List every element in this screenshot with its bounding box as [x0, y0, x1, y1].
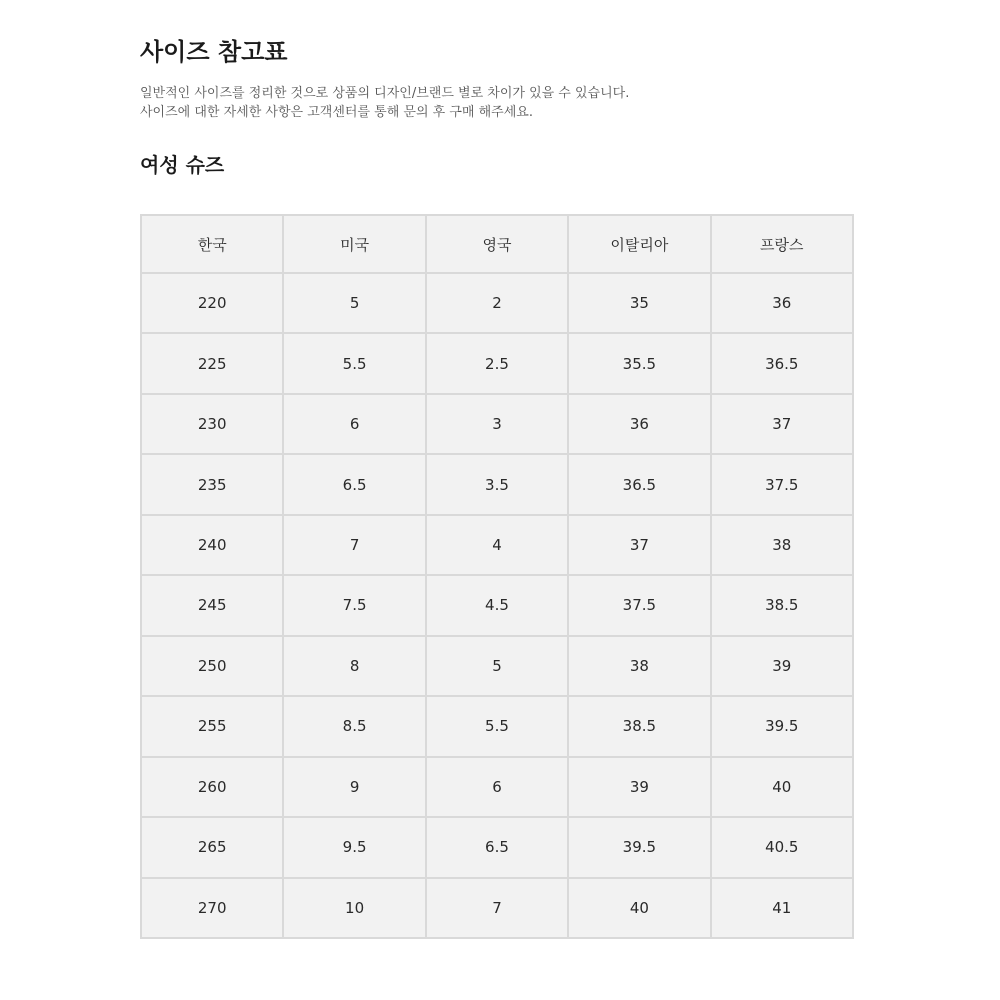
cell-korea: 260 [141, 757, 283, 817]
cell-france: 40 [711, 757, 853, 817]
cell-uk: 4 [426, 515, 568, 575]
cell-us: 8.5 [283, 696, 425, 756]
table-row [141, 757, 853, 817]
cell-italy: 38 [568, 636, 710, 696]
notice-line: 사이즈에 대한 자세한 사항은 고객센터를 통해 문의 후 구매 해주세요. [140, 105, 533, 120]
cell-france: 36 [711, 273, 853, 333]
cell-korea: 265 [141, 817, 283, 877]
cell-korea: 235 [141, 454, 283, 514]
cell-france: 37 [711, 394, 853, 454]
cell-france: 41 [711, 878, 853, 938]
table-row [141, 817, 853, 877]
cell-italy: 35.5 [568, 333, 710, 393]
cell-uk: 2.5 [426, 333, 568, 393]
table-row [141, 394, 853, 454]
cell-uk: 2 [426, 273, 568, 333]
cell-italy: 40 [568, 878, 710, 938]
cell-italy: 39 [568, 757, 710, 817]
section-title: 여성 슈즈 [140, 153, 225, 177]
cell-korea: 245 [141, 575, 283, 635]
size-table [140, 214, 854, 939]
cell-us: 6.5 [283, 454, 425, 514]
cell-us: 6 [283, 394, 425, 454]
cell-us: 9.5 [283, 817, 425, 877]
cell-korea: 250 [141, 636, 283, 696]
cell-uk: 5 [426, 636, 568, 696]
cell-uk: 5.5 [426, 696, 568, 756]
table-row [141, 333, 853, 393]
cell-us: 9 [283, 757, 425, 817]
cell-italy: 37.5 [568, 575, 710, 635]
cell-uk: 3.5 [426, 454, 568, 514]
cell-uk: 6 [426, 757, 568, 817]
header-france: 프랑스 [711, 215, 853, 273]
cell-france: 40.5 [711, 817, 853, 877]
cell-korea: 230 [141, 394, 283, 454]
cell-uk: 6.5 [426, 817, 568, 877]
header-us: 미국 [283, 215, 425, 273]
cell-uk: 4.5 [426, 575, 568, 635]
cell-us: 5.5 [283, 333, 425, 393]
cell-us: 7.5 [283, 575, 425, 635]
table-row [141, 696, 853, 756]
page-title: 사이즈 참고표 [140, 38, 288, 66]
header-uk: 영국 [426, 215, 568, 273]
table-row [141, 636, 853, 696]
cell-france: 38 [711, 515, 853, 575]
table-row [141, 878, 853, 938]
cell-us: 10 [283, 878, 425, 938]
cell-italy: 35 [568, 273, 710, 333]
cell-france: 39 [711, 636, 853, 696]
cell-france: 38.5 [711, 575, 853, 635]
cell-korea: 240 [141, 515, 283, 575]
cell-us: 8 [283, 636, 425, 696]
cell-korea: 220 [141, 273, 283, 333]
cell-italy: 37 [568, 515, 710, 575]
table-row [141, 575, 853, 635]
cell-us: 7 [283, 515, 425, 575]
header-italy: 이탈리아 [568, 215, 710, 273]
table-row [141, 454, 853, 514]
cell-france: 37.5 [711, 454, 853, 514]
header-korea: 한국 [141, 215, 283, 273]
cell-france: 39.5 [711, 696, 853, 756]
table-header-row [141, 215, 853, 273]
cell-us: 5 [283, 273, 425, 333]
size-notice [140, 84, 629, 122]
cell-uk: 3 [426, 394, 568, 454]
table-row [141, 515, 853, 575]
notice-line: 일반적인 사이즈를 정리한 것으로 상품의 디자인/브랜드 별로 차이가 있을 수 있습니다. [140, 86, 630, 101]
cell-france: 36.5 [711, 333, 853, 393]
cell-korea: 270 [141, 878, 283, 938]
cell-italy: 38.5 [568, 696, 710, 756]
cell-italy: 39.5 [568, 817, 710, 877]
table-row [141, 273, 853, 333]
cell-italy: 36 [568, 394, 710, 454]
cell-korea: 225 [141, 333, 283, 393]
cell-italy: 36.5 [568, 454, 710, 514]
cell-uk: 7 [426, 878, 568, 938]
cell-korea: 255 [141, 696, 283, 756]
